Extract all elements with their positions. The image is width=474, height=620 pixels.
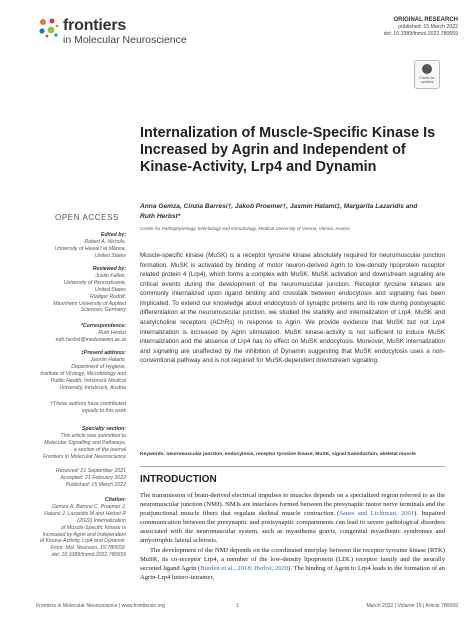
doi-link[interactable]: doi: 10.3389/fnmol.2022.780659 (383, 31, 458, 37)
affiliation: Center for Pathophysiology, Infectiology and Immunology, Medical University of Vienna, Vienna, Austria (140, 226, 350, 231)
intro-paragraph-2: The development of the NMJ depends on the coordinated interplay between the receptor tyrosine kinase (RTK) MuSK, its co-receptor Lrp4, a member of the low-density lipoprotein (LDL) receptor family and the neurally secreted ligand Agrin (Burden et al., 2018; Herbst, 2020). The binding of Agrin to Lrp4 leads to the formation of an Agrin-Lrp4 hetero-tetramer, (140, 546, 445, 581)
footer-journal-link[interactable]: Frontiers in Molecular Neuroscience | www.frontiersin.org (36, 603, 165, 609)
keywords-label: Keywords: (140, 452, 166, 457)
article-title: Internalization of Muscle-Specific Kinase Is Increased by Agrin and Independent of Kinase-Activity, Lrp4 and Dynamin (140, 125, 436, 176)
page-number: 1 (236, 603, 239, 609)
journal-name[interactable]: in Molecular Neuroscience (63, 34, 187, 46)
edited-by: Edited by: Robert A. Nichols, University of Hawai’i at Mānoa, United States (54, 232, 126, 259)
check-for-updates-button[interactable] (414, 60, 440, 89)
keywords (140, 451, 445, 458)
article-meta (384, 17, 458, 38)
specialty-section: Specialty section: This article was submitted to Molecular Signalling and Pathways, a section of the journal Frontiers in Molecular Neuroscience (42, 426, 126, 460)
frontiers-logo-icon (36, 15, 60, 39)
citation-doi-link[interactable]: doi: 10.3389/fnmol.2022.780659 (51, 552, 126, 559)
divider (140, 466, 445, 467)
citation-link[interactable]: Burden et al., 2018; Herbst, 2020 (200, 564, 289, 572)
update-circle-icon (422, 64, 432, 74)
authors-line-1: Anna Gemza, Cinzia Barresi†, Jakob Proemer†, Jasmin Hatami‡, Margarita Lazaridis and (140, 203, 418, 210)
correspondence: *Correspondence: Ruth Herbst ruth.herbst@meduniwien.ac.at (36, 323, 126, 344)
open-access-badge: OPEN ACCESS (55, 213, 119, 222)
section-heading-introduction: INTRODUCTION (140, 474, 217, 485)
introduction-body (140, 491, 445, 582)
author-list (140, 202, 445, 222)
abstract: Muscle-specific kinase (MuSK) is a receptor tyrosine kinase absolutely required for neuromuscular junction formation. MuSK is activated by binding of motor neuron-derived Agrin to low-density lipoprotein receptor related protein 4 (Lrp4), which forms a complex with MuSK. MuSK activation and downstream signaling are critical events during the development of the neuromuscular junction. Receptor tyrosine kinases are commonly internalized upon ligand binding and crosstalk between endocytosis and signaling has been implicated. To extend our knowledge about endocytosis of synaptic proteins and its role during postsynaptic differentiation at the neuromuscular junction, we studied the stability and internalization of Lrp4, MuSK and acetylcholine receptors (AChRs) in response to Agrin. We provide evidence that MuSK but not Lrp4 internalization is increased by Agrin stimulation. MuSK kinase-activity is not sufficient to induce MuSK internalization and the absence of Lrp4 has no effect on MuSK endocytosis. Moreover, MuSK internalization and signaling are unaffected by the inhibition of Dynamin suggesting that MuSK endocytosis uses a non-conventional pathway and is not required for MuSK-dependent downstream signaling. (140, 252, 445, 365)
article-type: ORIGINAL RESEARCH (393, 17, 458, 23)
reviewed-by: Reviewed by: Justin Fallon, University of Pennsylvania, United States Rüdiger Rudolf, Mannheim University of Applied Sciences, Germany (53, 266, 126, 314)
intro-paragraph-1: The transmission of brain-derived electrical impulses to muscles depends on a specialized region referred to as the neuromuscular junction (NMJ). NMJs are interfaces formed between the presynaptic motor nerve terminals and the postjunctional muscle fibers that regulate skeletal muscle contraction (Sanes and Lichtman, 2001). Impaired communication between the presynaptic and postsynaptic compartments can lead to severe pathological disorders associated with the neuromuscular system, such as myasthenia gravis, congenital myasthenic syndromes and amyotrophic lateral sclerosis. (140, 492, 446, 545)
correspondence-email[interactable]: ruth.herbst@meduniwien.ac.at (55, 336, 126, 343)
keywords-text: neuromuscular junction, endocytosis, receptor tyrosine kinase, MuSK, signal transduction, skeletal muscle (166, 452, 416, 457)
updates-label: Check for updates (419, 76, 435, 84)
authors-line-2: Ruth Herbst* (140, 213, 181, 220)
published-date: published: 15 March 2022 (398, 24, 458, 30)
citation-block: Citation: Gemza A, Barresi C, Proemer J, Hatami J, Lazaridis M and Herbst R (2022) Internalization of Muscle-Specific Kinase Is Increased by Agrin and Independent of Kinase-Activity, Lrp4 and Dynamin. Front. Mol. Neurosci. 15:780659. doi: 10.3389/fnmol.2022.780659 (36, 497, 126, 559)
citation-link[interactable]: Sanes and Lichtman, 2001 (339, 510, 415, 518)
journal-brand[interactable]: frontiers (63, 17, 127, 34)
equal-contribution-note: †These authors have contributed equally to this work (50, 401, 126, 414)
footer-volume-info: March 2022 | Volume 15 | Article 780659 (366, 603, 458, 609)
present-address: ‡Present address: Jasmin Hatami, Department of Hygiene, Institute of Virology, Microbiology and Public Health, Innsbruck Medical University, Innsbruck, Austria (40, 350, 126, 391)
dates: Received: 21 September 2021 Accepted: 21 February 2022 Published: 15 March 2022 (55, 468, 126, 488)
